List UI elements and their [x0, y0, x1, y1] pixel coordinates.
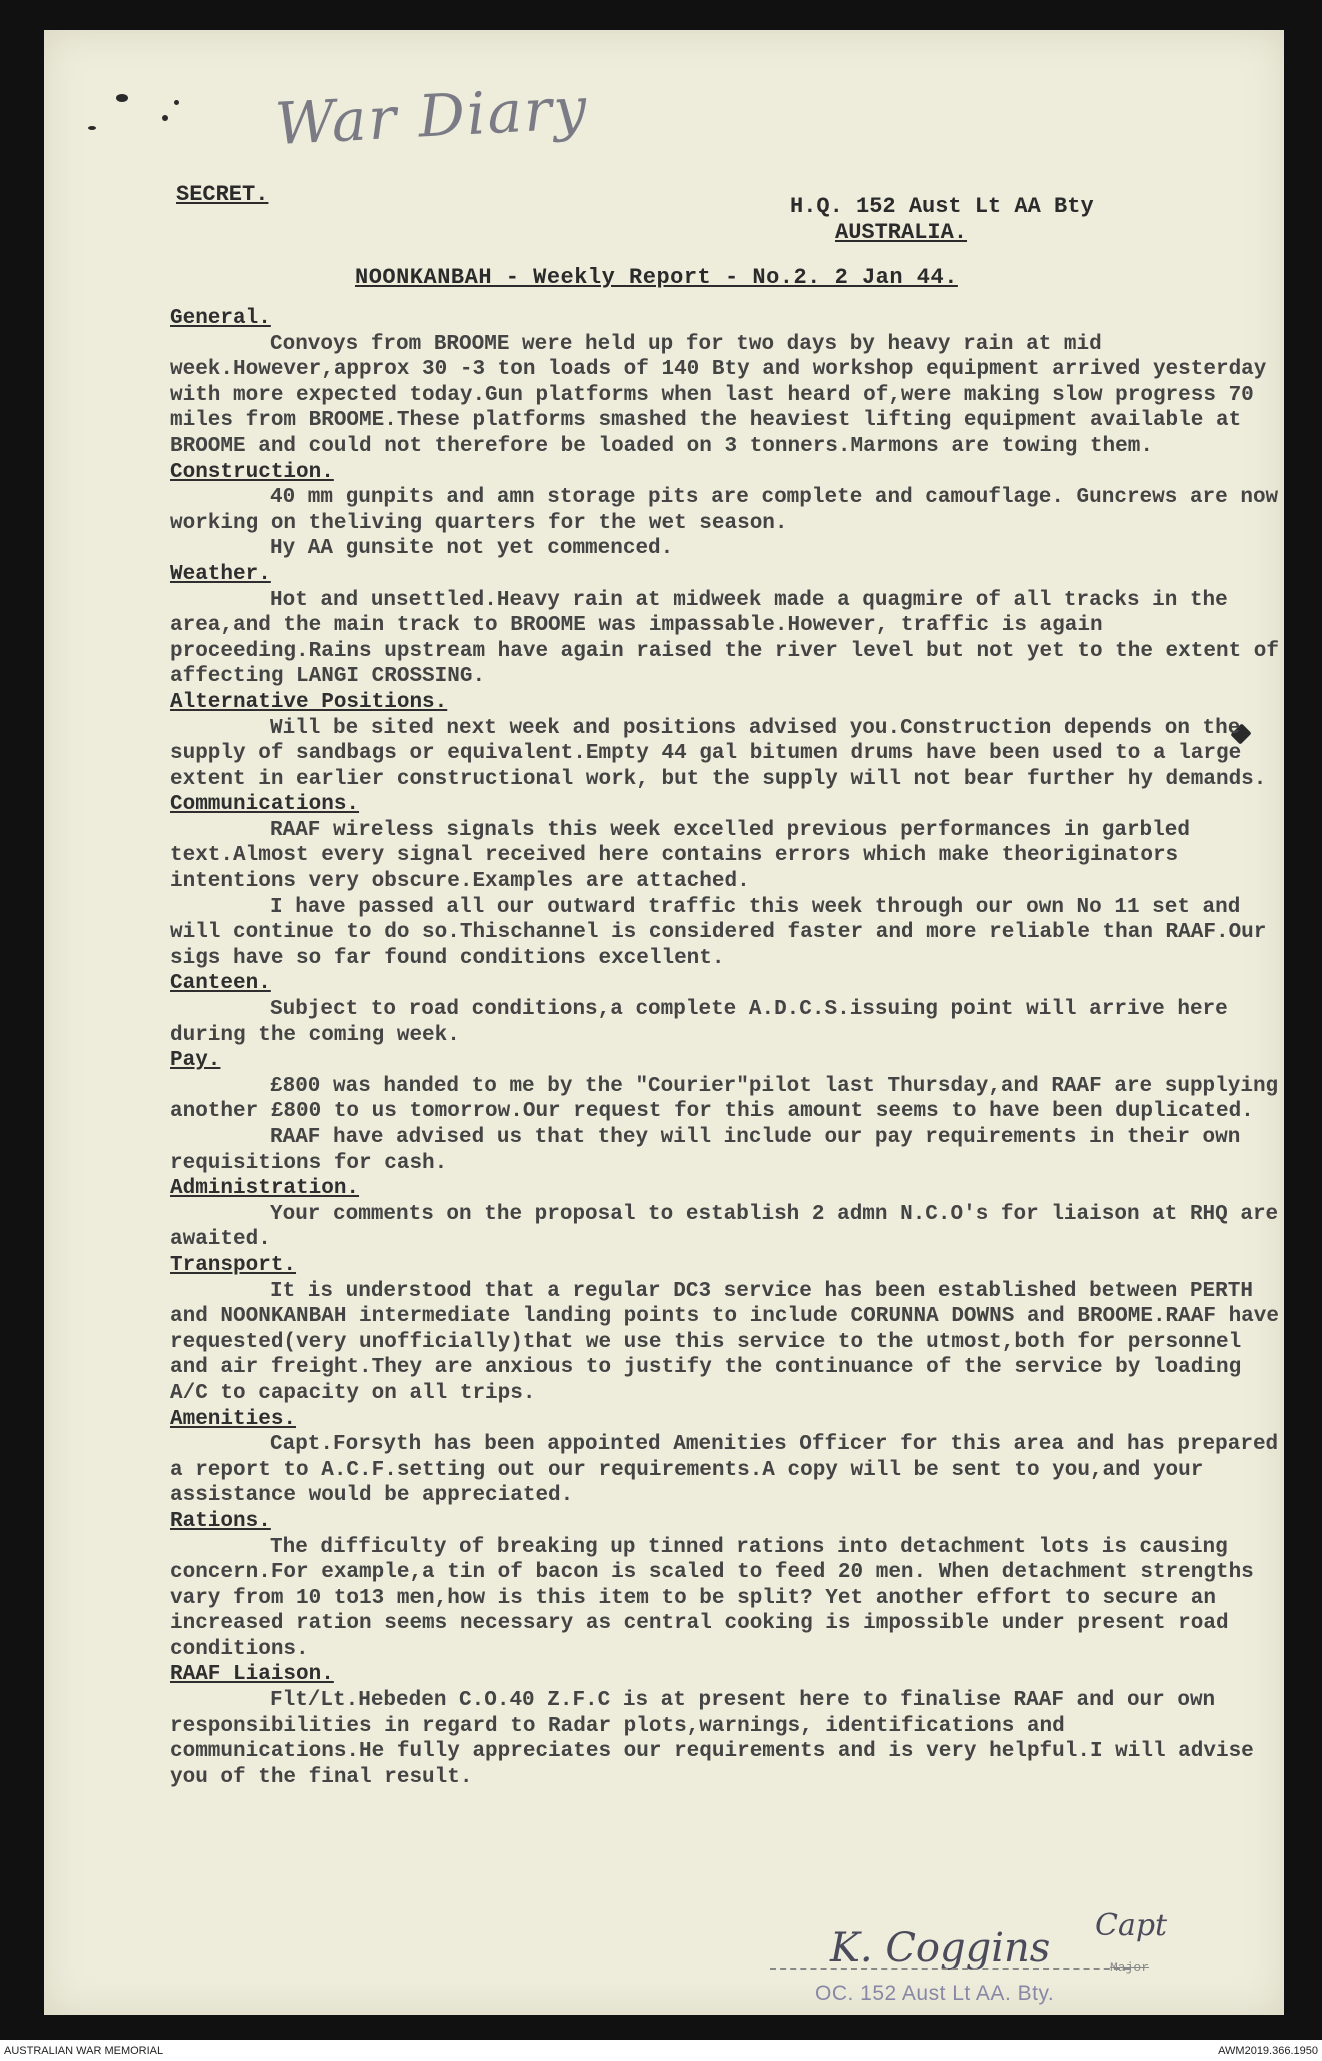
section-heading: RAAF Liaison. [170, 1663, 334, 1687]
unit-name: H.Q. 152 Aust Lt AA Bty [790, 194, 1094, 219]
section-paragraph: I have passed all our outward traffic this week through our own No 11 set and will continue to do so.Thischannel is considered faster and more reliable than RAAF.Our sigs have so far found conditions excellent. [170, 895, 1267, 970]
unit-stamp: OC. 152 Aust Lt AA. Bty. [815, 1982, 1055, 2005]
section-paragraph: 40 mm gunpits and amn storage pits are complete and camouflage. Guncrews are now working on theliving quarters for the wet season. [170, 486, 1279, 535]
section-paragraph: £800 was handed to me by the "Courier"pilot last Thursday,and RAAF are supplying another £800 to us tomorrow.Our request for this amount seems to have been duplicated. [170, 1074, 1279, 1124]
section-paragraph: Hy AA gunsite not yet commenced. [270, 537, 674, 561]
section-heading: Weather. [170, 562, 271, 586]
signature: K. Coggins [830, 1925, 1051, 1971]
ink-blot [116, 94, 128, 102]
section-heading: Amenities. [170, 1407, 297, 1431]
section-heading: Administration. [170, 1177, 360, 1201]
archive-id: AWM2019.366.1950 [1218, 2045, 1318, 2057]
section-heading: Canteen. [170, 972, 271, 996]
section-paragraph: Hot and unsettled.Heavy rain at midweek made a quagmire of all tracks in the area,and the main track to BROOME was impassable.However, traffic is again proceeding.Rains upstream have again raised the river level but not yet to the extent of affecting LANGI CROSSING. [170, 588, 1279, 689]
section-heading: Transport. [170, 1253, 297, 1277]
signature-rank: Capt [1095, 1908, 1168, 1943]
section-paragraph: Subject to road conditions,a complete A.D.C.S.issuing point will arrive here during the coming week. [170, 998, 1228, 1047]
section-paragraph: It is understood that a regular DC3 service has been established between PERTH and NOONKANBAH intermediate landing points to include CORUNNA DOWNS and BROOME.RAAF have requested(very unofficially)that we use this service to the utmost,both for personnel and air freight.They are anxious to justify the continuance of the service by loading A/C to capacity on all trips. [170, 1279, 1279, 1405]
report-body [170, 306, 1290, 1790]
signature-line [770, 1968, 1130, 1970]
struck-rank: Major [1110, 1960, 1150, 1975]
section-heading: Pay. [170, 1049, 221, 1073]
section-paragraph: Flt/Lt.Hebeden C.O.40 Z.F.C is at present here to finalise RAAF and our own responsibilities in regard to Radar plots,warnings, identifications and communications.He fully appreciates our requirements and is very helpful.I will advise you of the final result. [170, 1689, 1254, 1789]
ink-blot [88, 126, 96, 130]
section-paragraph: RAAF wireless signals this week excelled previous performances in garbled text.Almost every signal received here contains errors which make theoriginators intentions very obscure.Examples are attached. [170, 818, 1190, 894]
section-paragraph: Convoys from BROOME were held up for two days by heavy rain at mid week.However,approx 30 -3 ton loads of 140 Bty and workshop equipment arrived yesterday with more expected today.Gun platforms when last heard of,were making slow progress 70 miles from BROOME.These platforms smashed the heaviest lifting equipment available at BROOME and could not therefore be loaded on 3 tonners.Marmons are towing them. [170, 332, 1267, 458]
handwritten-annotation: War Diary [273, 73, 591, 159]
ink-blot [174, 100, 179, 105]
section-paragraph: Will be sited next week and positions advised you.Construction depends on the supply of sandbags or equivalent.Empty 44 gal bitumen drums have been used to a large extent in earlier constructional work, but the supply will not bear further hy demands. [170, 716, 1267, 791]
section-paragraph: The difficulty of breaking up tinned rations into detachment lots is causing concern.For example,a tin of bacon is scaled to feed 20 men. When detachment strengths vary from 10 to13 men,how is this item to be split? Yet another effort to secure an increased ration seems necessary as central cooking is impossible under present road conditions. [170, 1535, 1254, 1661]
ink-blot [162, 115, 168, 121]
unit-header [790, 194, 1094, 246]
section-heading: Rations. [170, 1509, 271, 1533]
unit-country: AUSTRALIA. [835, 220, 968, 245]
archive-footer [0, 2040, 1322, 2061]
report-title: NOONKANBAH - Weekly Report - No.2. 2 Jan 44. [355, 265, 958, 290]
section-heading: Alternative Positions. [170, 690, 448, 714]
section-paragraph: Capt.Forsyth has been appointed Amenities Officer for this area and has prepared a report to A.C.F.setting out our requirements.A copy will be sent to you,and your assistance would be appreciated. [170, 1433, 1279, 1508]
section-paragraph: RAAF have advised us that they will include our pay requirements in their own requisitions for cash. [170, 1126, 1241, 1175]
section-paragraph: Your comments on the proposal to establish 2 admn N.C.O's for liaison at RHQ are awaited. [170, 1202, 1279, 1252]
section-heading: Communications. [170, 793, 360, 817]
section-heading: Construction. [170, 460, 334, 484]
section-heading: General. [170, 307, 271, 330]
archive-name: AUSTRALIAN WAR MEMORIAL [4, 2045, 164, 2057]
classification-label: SECRET. [176, 182, 269, 207]
